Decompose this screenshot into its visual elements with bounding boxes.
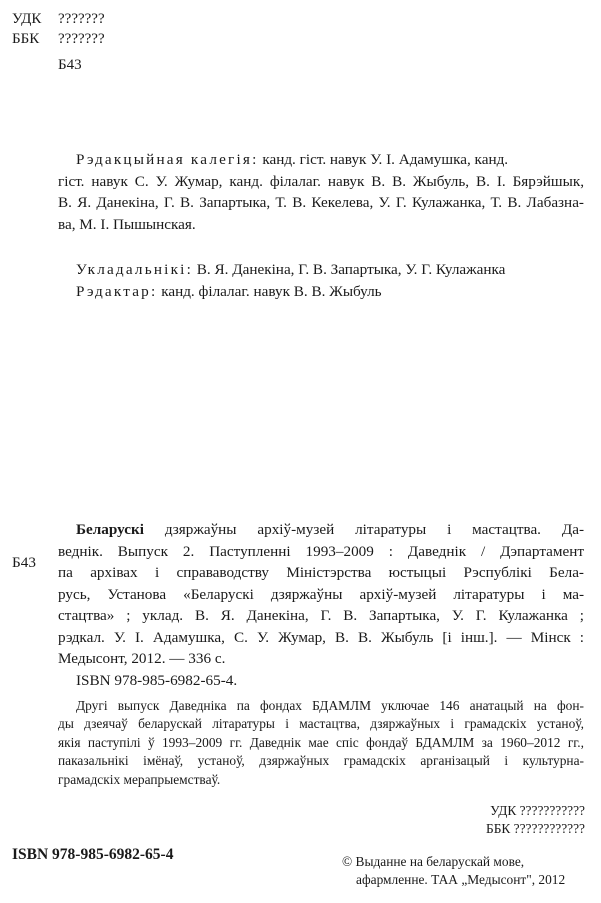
catalog-line-2: веднік. Выпуск 2. Паступленні 1993–2009 : Даведнік / Дэпартамент [58, 542, 584, 560]
annotation-line-3: якія паступілі ў 1993–2009 гг. Даведнік мае спіс фондаў БДАМЛМ за 1960–2012 гг., [58, 734, 584, 750]
udk-code-row [12, 10, 105, 29]
author-sign: Б43 [58, 57, 82, 73]
editorial-line-1: Рэдакцыйная калегія: канд. гіст. навук У. І. Адамушка, канд. [76, 151, 509, 168]
bbk-label: ББК [12, 31, 40, 47]
editorial-line-4: ва, М. І. Пышынская. [58, 215, 196, 233]
bbk-value: ??????? [58, 31, 105, 47]
annotation-line-2: ды дзеячаў беларускай літаратуры і мастацтва, дзяржаўных і грамадскіх устаноў, [58, 716, 584, 732]
annotation-line-1: Другі выпуск Даведніка па фондах БДАМЛМ уключае 146 анатацый на фон- [76, 698, 584, 713]
compilers-heading: Укладальнікі: [76, 261, 193, 278]
classification-codes [285, 802, 585, 839]
editorial-line-2: гіст. навук С. У. Жумар, канд. філалаг. навук В. В. Жыбуль, В. І. Бярэйшык, [58, 172, 584, 190]
editor-line [76, 281, 584, 303]
udk-label: УДК [12, 11, 42, 27]
editorial-heading: Рэдакцыйная калегія: [76, 151, 259, 168]
copyright-line-1: © Выданне на беларускай мове, [342, 854, 525, 869]
bbk-code-row [12, 30, 105, 49]
catalog-line-5: стацтва» ; уклад. В. Я. Данекіна, Г. В. Запартыка, У. Г. Кулажанка ; [58, 607, 584, 624]
catalog-line-1: Беларускі дзяржаўны архіў-музей літаратуры і мастацтва. Да- [76, 521, 584, 538]
editorial-line-3: В. Я. Данекіна, Г. В. Запартыка, Т. В. Кекелева, У. Г. Кулажанка, Т. В. Лабазна- [58, 194, 584, 211]
annotation [58, 697, 584, 789]
copyright [342, 853, 592, 890]
catalog-record [58, 519, 584, 691]
catalog-isbn: ISBN 978-985-6982-65-4. [76, 671, 238, 689]
udk-value: ??????? [58, 11, 105, 27]
annotation-line-4: паказальнікі імёнаў, устаноў, дзяржаўных грамадскіх арганізацый і культурна- [58, 753, 584, 769]
catalog-line-7: Медысонт, 2012. — 336 с. [58, 650, 226, 667]
credits [76, 259, 584, 302]
catalog-line-3: па архівах і справаводству Міністэрства юстыцыі Рэспублікі Бела- [58, 564, 584, 581]
isbn-main: ISBN 978-985-6982-65-4 [12, 846, 174, 863]
classification-bbk: ББК ???????????? [486, 821, 585, 837]
classification-udk: УДК ??????????? [490, 803, 585, 818]
editor-name: канд. філалаг. навук В. В. Жыбуль [157, 282, 382, 300]
annotation-line-5: грамадскіх мерапрыемстваў. [58, 771, 221, 787]
copyright-line-2: афармленне. ТАА „Медысонт", 2012 [356, 872, 566, 888]
catalog-side-sign: Б43 [12, 554, 36, 571]
compilers-line [76, 259, 584, 281]
catalog-title-bold: Беларускі [76, 521, 144, 538]
catalog-line-6: рэдкал. У. І. Адамушка, С. У. Жумар, В. В. Жыбуль [і інш.]. — Мінск : [58, 628, 584, 646]
catalog-line-4: русь, Установа «Беларускі дзяржаўны архіў-музей літаратуры і ма- [58, 585, 584, 603]
editorial-board [58, 149, 584, 235]
compilers-names: В. Я. Данекіна, Г. В. Запартыка, У. Г. Кулажанка [193, 261, 506, 278]
editor-heading: Рэдактар: [76, 282, 158, 300]
